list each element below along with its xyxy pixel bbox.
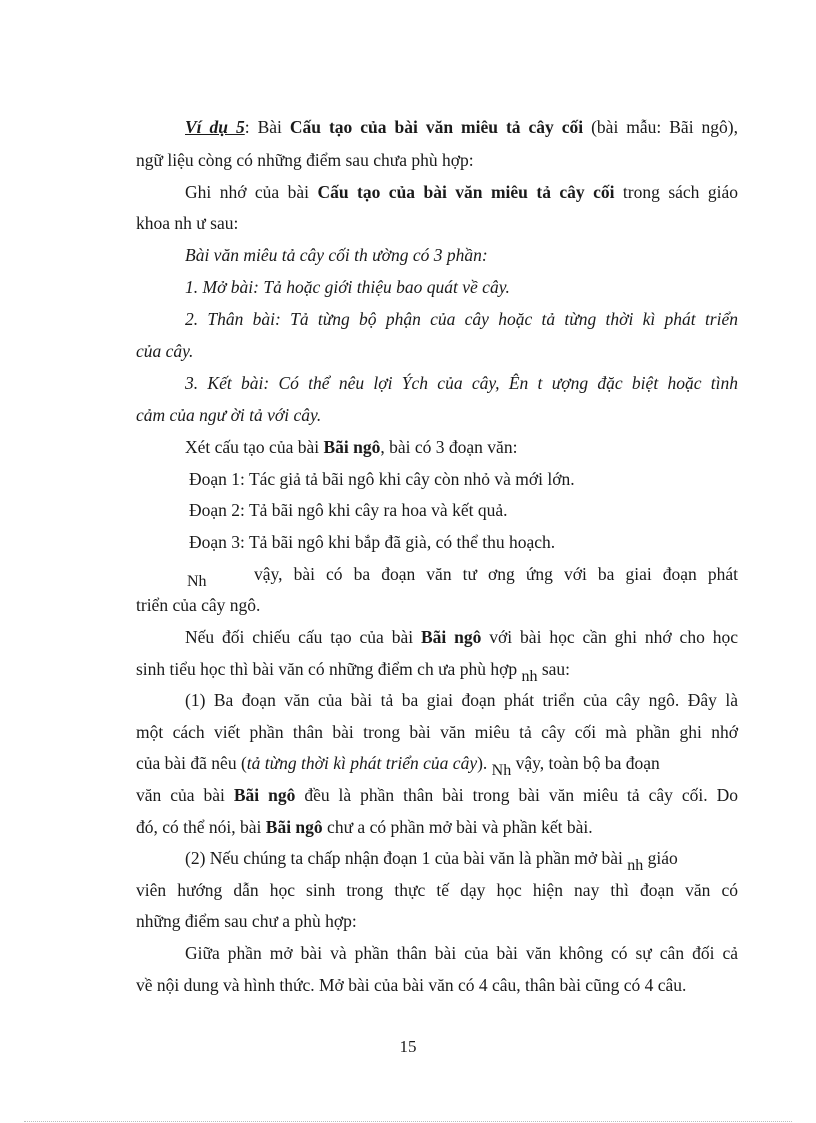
text-title: Bãi ngô — [420, 627, 482, 647]
list-item: Đoạn 2: Tả bãi ngô khi cây ra hoa và kết quả. — [189, 500, 508, 520]
quote-line: Bài văn miêu tả cây cối th ường có 3 phần: — [185, 245, 488, 265]
paragraph-line: một cách viết phần thân bài trong bài văn miêu tả cây cối mà phần ghi nhớ — [136, 722, 738, 742]
paragraph-line: Nếu đối chiếu cấu tạo của bài Bãi ngô với bài học cần ghi nhớ cho học — [185, 627, 738, 647]
paragraph-line: Ví dụ 5: Bài Cấu tạo của bài văn miêu tả cây cối (bài mẫu: Bãi ngô), — [185, 117, 738, 137]
paragraph-line: những điểm sau chư a phù hợp: — [136, 911, 357, 931]
paragraph-line: văn của bài Bãi ngô đều là phần thân bài trong bài văn miêu tả cây cối. Do — [136, 785, 738, 805]
quote-line: 3. Kết bài: Có thể nêu lợi Ých của cây, Ên t ượng đặc biệt hoặc tình — [185, 373, 738, 393]
page-number: 15 — [399, 1037, 417, 1056]
paragraph-line: (1) Ba đoạn văn của bài tả ba giai đoạn phát triển của cây ngô. Đây là — [185, 690, 738, 710]
paragraph-line: Ghi nhớ của bài Cấu tạo của bài văn miêu tả cây cối trong sách giáo — [185, 182, 738, 202]
quote-line: cảm của ngư ời tả với cây. — [136, 405, 322, 425]
paragraph-line: (2) Nếu chúng ta chấp nhận đoạn 1 của bài văn là phần mở bài nh giáo — [185, 848, 678, 874]
paragraph-line: đó, có thể nói, bài Bãi ngô chư a có phần mở bài và phần kết bài. — [136, 817, 593, 837]
paragraph-line: của bài đã nêu (tả từng thời kì phát triển của cây). Nh vậy, toàn bộ ba đoạn — [136, 753, 660, 779]
quote-line: của cây. — [136, 341, 194, 361]
lesson-title: Cấu tạo của bài văn miêu tả cây cối — [289, 117, 584, 137]
text-title: Bãi ngô — [265, 817, 323, 837]
paragraph-line: triển của cây ngô. — [136, 595, 261, 615]
list-item: Đoạn 3: Tả bãi ngô khi bắp đã già, có thể thu hoạch. — [189, 532, 556, 552]
quote-line: 2. Thân bài: Tả từng bộ phận của cây hoặc tả từng thời kì phát triển — [185, 309, 738, 329]
text-title: Bãi ngô — [233, 785, 296, 805]
paragraph-line: vậy, bài có ba đoạn văn tư ơng ứng với ba giai đoạn phát — [254, 564, 738, 584]
paragraph-line: sinh tiểu học thì bài văn có những điểm ch ưa phù hợp nh sau: — [136, 659, 571, 685]
paragraph-line: Giữa phần mở bài và phần thân bài của bài văn không có sự cân đối cả — [185, 943, 738, 963]
text-title: Bãi ngô — [323, 437, 381, 457]
paragraph-line: viên hướng dẫn học sinh trong thực tế dạy học hiện nay thì đoạn văn có — [136, 880, 738, 900]
paragraph-fragment: Nh — [187, 573, 207, 590]
paragraph-line: Xét cấu tạo của bài Bãi ngô, bài có 3 đoạn văn: — [185, 437, 518, 457]
page-bottom-divider — [24, 1121, 792, 1122]
paragraph-line: về nội dung và hình thức. Mở bài của bài văn có 4 câu, thân bài cũng có 4 câu. — [136, 975, 687, 995]
paragraph-line: ngữ liệu còng có những điểm sau chưa phù hợp: — [136, 150, 474, 170]
paragraph-line: khoa nh ư sau: — [136, 213, 239, 233]
list-item: Đoạn 1: Tác giả tả bãi ngô khi cây còn nhỏ và mới lớn. — [189, 469, 575, 489]
lesson-title: Cấu tạo của bài văn miêu tả cây cối — [317, 182, 615, 202]
quote-line: 1. Mở bài: Tả hoặc giới thiệu bao quát về cây. — [185, 277, 510, 297]
example-heading: Ví dụ 5 — [185, 117, 245, 137]
